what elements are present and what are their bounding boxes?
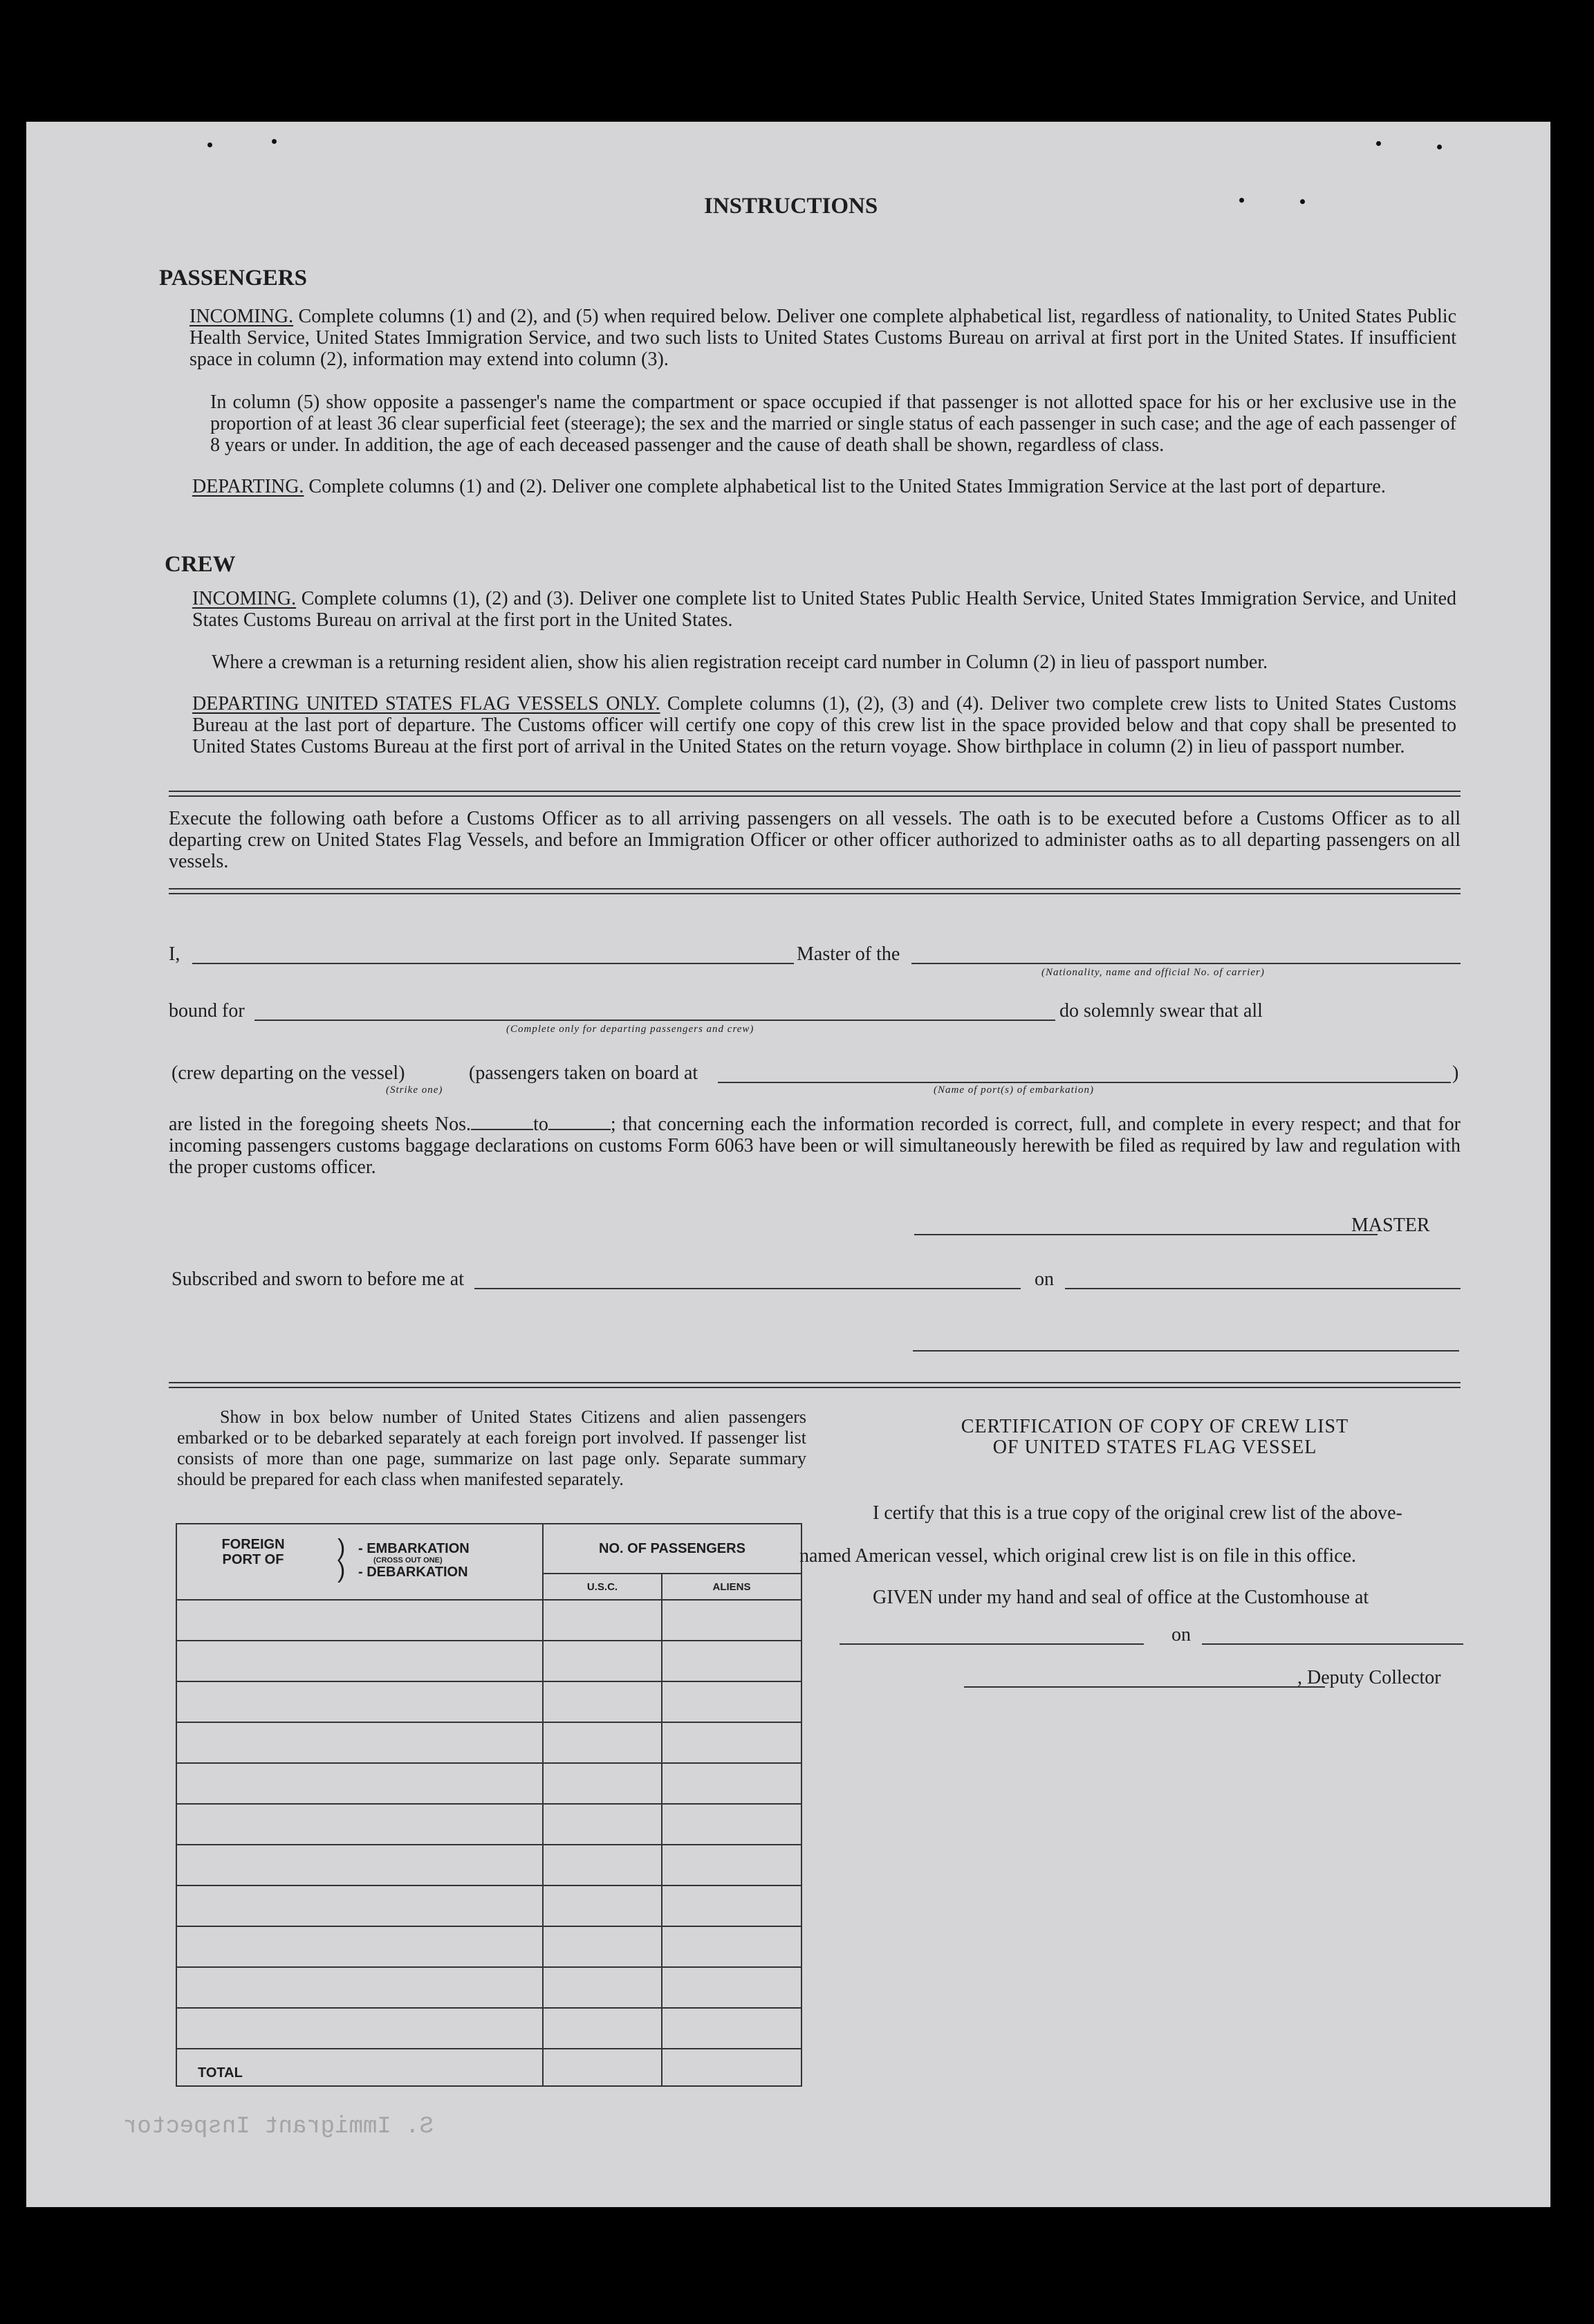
departing-label: DEPARTING. bbox=[192, 476, 304, 497]
passengers-taken-option[interactable]: (passengers taken on board at bbox=[469, 1062, 698, 1084]
close-paren: ) bbox=[1452, 1062, 1459, 1084]
sworn-date-field[interactable] bbox=[1065, 1288, 1461, 1289]
customhouse-field[interactable] bbox=[840, 1643, 1144, 1645]
passengers-incoming bbox=[189, 306, 1456, 370]
port-caption: (Name of port(s) of embarkation) bbox=[934, 1085, 1094, 1096]
total-aliens-cell[interactable] bbox=[662, 2049, 801, 2086]
officer-signature-field[interactable] bbox=[913, 1350, 1459, 1352]
subscribed-label: Subscribed and sworn to before me at bbox=[172, 1269, 464, 1290]
port-header-cell bbox=[176, 1524, 543, 1600]
usc-cell[interactable] bbox=[543, 1804, 662, 1845]
nationality-caption: (Nationality, name and official No. of carrier) bbox=[1041, 967, 1265, 978]
port-cell[interactable] bbox=[176, 1681, 543, 1722]
cert-heading-line2: OF UNITED STATES FLAG VESSEL bbox=[992, 1437, 1317, 1458]
form-page bbox=[26, 122, 1550, 2207]
usc-cell[interactable] bbox=[543, 1967, 662, 2008]
cert-on-label: on bbox=[1171, 1624, 1191, 1645]
passengers-heading: PASSENGERS bbox=[159, 266, 307, 290]
table-row bbox=[176, 2008, 801, 2049]
port-cell[interactable] bbox=[176, 1926, 543, 1967]
listed-text-a: are listed in the foregoing sheets Nos. bbox=[169, 1114, 472, 1135]
crew-departing-text: Complete columns (1), (2), (3) and (4). Deliver two complete crew lists to United States Customs Bureau at the last port of departure. The Customs officer will certify one copy of this crew list in the space provided below and that copy shall be presented to United States Customs Bureau at the first port of arrival in the United States on the return voyage. Show birthplace in column (2) in lieu of passport number. bbox=[192, 693, 1456, 757]
port-cell[interactable] bbox=[176, 1845, 543, 1885]
aliens-cell[interactable] bbox=[662, 1641, 801, 1681]
usc-cell[interactable] bbox=[543, 1681, 662, 1722]
passengers-column5: In column (5) show opposite a passenger's name the compartment or space occupied if that passenger is not allotted space for his or her exclusive use in the proportion of at least 36 clear superficial feet (steerage); the sex and the married or single status of each passenger in such case; and the age of each passenger of 8 years or under. In addition, the age of each deceased passenger and the cause of death shall be shown, regardless of class. bbox=[210, 391, 1456, 456]
aliens-cell[interactable] bbox=[662, 1722, 801, 1763]
cross-out-label: (CROSS OUT ONE) bbox=[373, 1556, 443, 1565]
crew-resident: Where a crewman is a returning resident alien, show his alien registration receipt card number in Column (2) in lieu of passport number. bbox=[212, 652, 1268, 673]
complete-only-caption: (Complete only for departing passengers and crew) bbox=[506, 1024, 754, 1035]
table-row bbox=[176, 1600, 801, 1641]
sworn-at-field[interactable] bbox=[474, 1288, 1021, 1289]
punch-dot bbox=[1437, 145, 1442, 149]
usc-cell[interactable] bbox=[543, 1763, 662, 1804]
crew-incoming-label: INCOMING. bbox=[192, 588, 297, 609]
port-cell[interactable] bbox=[176, 1641, 543, 1681]
listed-text-b: ; that concerning each the information recorded is correct, full, and complete in every respect; and that for incoming passengers customs baggage declarations on customs Form 6063 have been or will simultaneously herewith be filed as required by law and regulation with the proper customs officer. bbox=[169, 1114, 1461, 1178]
total-usc-cell[interactable] bbox=[543, 2049, 662, 2086]
on-label: on bbox=[1035, 1269, 1054, 1290]
incoming-label: INCOMING. bbox=[189, 306, 294, 327]
sheet-to-field[interactable] bbox=[548, 1129, 611, 1130]
certify-line2: named American vessel, which original crew list is on file in this office. bbox=[799, 1545, 1357, 1567]
aliens-cell[interactable] bbox=[662, 1804, 801, 1845]
table-row bbox=[176, 1722, 801, 1763]
embarkation-label: - EMBARKATION bbox=[358, 1541, 470, 1556]
master-signature-field[interactable] bbox=[914, 1234, 1378, 1235]
port-cell[interactable] bbox=[176, 1804, 543, 1845]
usc-cell[interactable] bbox=[543, 1722, 662, 1763]
bound-for-field[interactable] bbox=[254, 1020, 1055, 1021]
oath-listed-paragraph bbox=[169, 1114, 1461, 1178]
table-row bbox=[176, 1926, 801, 1967]
usc-cell[interactable] bbox=[543, 1600, 662, 1641]
usc-cell[interactable] bbox=[543, 1845, 662, 1885]
aliens-cell[interactable] bbox=[662, 1885, 801, 1926]
oath-i-label: I, bbox=[169, 943, 180, 965]
table-row bbox=[176, 1681, 801, 1722]
table-row bbox=[176, 1885, 801, 1926]
usc-cell[interactable] bbox=[543, 1885, 662, 1926]
table-row bbox=[176, 1763, 801, 1804]
sheet-from-field[interactable] bbox=[471, 1129, 533, 1130]
aliens-cell[interactable] bbox=[662, 1681, 801, 1722]
aliens-cell[interactable] bbox=[662, 2008, 801, 2049]
divider bbox=[169, 1382, 1461, 1388]
crew-departing-option[interactable]: (crew departing on the vessel) bbox=[172, 1062, 405, 1084]
given-line: GIVEN under my hand and seal of office at the Customhouse at bbox=[873, 1587, 1369, 1608]
strike-one-caption: (Strike one) bbox=[386, 1085, 443, 1096]
port-cell[interactable] bbox=[176, 1600, 543, 1641]
punch-dot bbox=[272, 139, 277, 144]
crew-departing-label: DEPARTING UNITED STATES FLAG VESSELS ONLY. bbox=[192, 693, 660, 714]
port-cell[interactable] bbox=[176, 2008, 543, 2049]
divider bbox=[169, 791, 1461, 797]
crew-departing bbox=[192, 693, 1456, 757]
port-cell[interactable] bbox=[176, 1722, 543, 1763]
instructions-title: INSTRUCTIONS bbox=[704, 194, 878, 219]
cert-date-field[interactable] bbox=[1202, 1643, 1463, 1645]
summary-instructions: Show in box below number of United States Citizens and alien passengers embarked or to be debarked separately at each foreign port involved. If passenger list consists of more than one page, summarize on last page only. Separate summary should be prepared for each class when manifested separately. bbox=[177, 1407, 806, 1489]
table-row bbox=[176, 1804, 801, 1845]
swear-label: do solemnly swear that all bbox=[1059, 1000, 1263, 1022]
master-of-label: Master of the bbox=[797, 943, 900, 965]
certification-heading bbox=[844, 1417, 1466, 1458]
certify-line1: I certify that this is a true copy of the original crew list of the above- bbox=[873, 1502, 1402, 1524]
usc-cell[interactable] bbox=[543, 1926, 662, 1967]
ports-table bbox=[176, 1523, 802, 2087]
usc-header: U.S.C. bbox=[543, 1574, 662, 1600]
aliens-header: ALIENS bbox=[662, 1574, 801, 1600]
no-of-passengers-header: NO. OF PASSENGERS bbox=[543, 1524, 801, 1574]
embarkation-port-field[interactable] bbox=[718, 1082, 1451, 1083]
cert-heading-line1: CERTIFICATION OF COPY OF CREW LIST bbox=[961, 1416, 1349, 1437]
aliens-cell[interactable] bbox=[662, 1845, 801, 1885]
aliens-cell[interactable] bbox=[662, 1763, 801, 1804]
total-label: TOTAL bbox=[176, 2049, 543, 2086]
punch-dot bbox=[1239, 198, 1244, 203]
bound-for-label: bound for bbox=[169, 1000, 245, 1022]
divider bbox=[169, 888, 1461, 894]
crew-heading: CREW bbox=[165, 552, 236, 577]
table-row bbox=[176, 1845, 801, 1885]
listed-to: to bbox=[533, 1114, 548, 1135]
aliens-cell[interactable] bbox=[662, 1967, 801, 2008]
departing-text: Complete columns (1) and (2). Deliver one complete alphabetical list to the United States Immigration Service at the last port of departure. bbox=[304, 476, 1386, 497]
carrier-field[interactable] bbox=[911, 963, 1461, 964]
passengers-departing bbox=[192, 476, 1456, 497]
incoming-text: Complete columns (1) and (2), and (5) when required below. Deliver one complete alphabetical list, regardless of nationality, to United States Public Health Service, United States Immigration Service, and two such lists to United States Customs Bureau on arrival at first port in the United States. If insufficient space in column (2), information may extend into column (3). bbox=[189, 306, 1456, 370]
oath-intro: Execute the following oath before a Customs Officer as to all arriving passengers on all vessels. The oath is to be executed before a Customs Officer as to all departing crew on United States Flag Vessels, and before an Immigration Officer or other officer authorized to administer oaths as to all departing passengers on all vessels. bbox=[169, 808, 1461, 872]
debarkation-label: - DEBARKATION bbox=[358, 1565, 468, 1580]
usc-cell[interactable] bbox=[543, 1641, 662, 1681]
punch-dot bbox=[1300, 199, 1305, 204]
port-cell[interactable] bbox=[176, 1967, 543, 2008]
master-label: MASTER bbox=[1351, 1215, 1430, 1236]
foreign-port-label: FOREIGN PORT OF bbox=[221, 1537, 285, 1567]
aliens-cell[interactable] bbox=[662, 1600, 801, 1641]
usc-cell[interactable] bbox=[543, 2008, 662, 2049]
punch-dot bbox=[1376, 141, 1381, 146]
table-row bbox=[176, 1967, 801, 2008]
deputy-signature-field[interactable] bbox=[964, 1686, 1325, 1688]
aliens-cell[interactable] bbox=[662, 1926, 801, 1967]
brace-icon: ) ) bbox=[337, 1535, 346, 1583]
punch-dot bbox=[207, 142, 212, 147]
crew-incoming-text: Complete columns (1), (2) and (3). Deliver one complete list to United States Public Health Service, United States Immigration Service, and United States Customs Bureau on arrival at the first port in the United States. bbox=[192, 588, 1456, 631]
bleed-through-stamp: S. Immigrant Inspector bbox=[123, 2114, 434, 2140]
port-cell[interactable] bbox=[176, 1885, 543, 1926]
table-row bbox=[176, 1641, 801, 1681]
crew-incoming bbox=[192, 588, 1456, 631]
master-name-field[interactable] bbox=[192, 963, 794, 964]
deputy-collector-label: , Deputy Collector bbox=[1297, 1667, 1441, 1688]
port-cell[interactable] bbox=[176, 1763, 543, 1804]
